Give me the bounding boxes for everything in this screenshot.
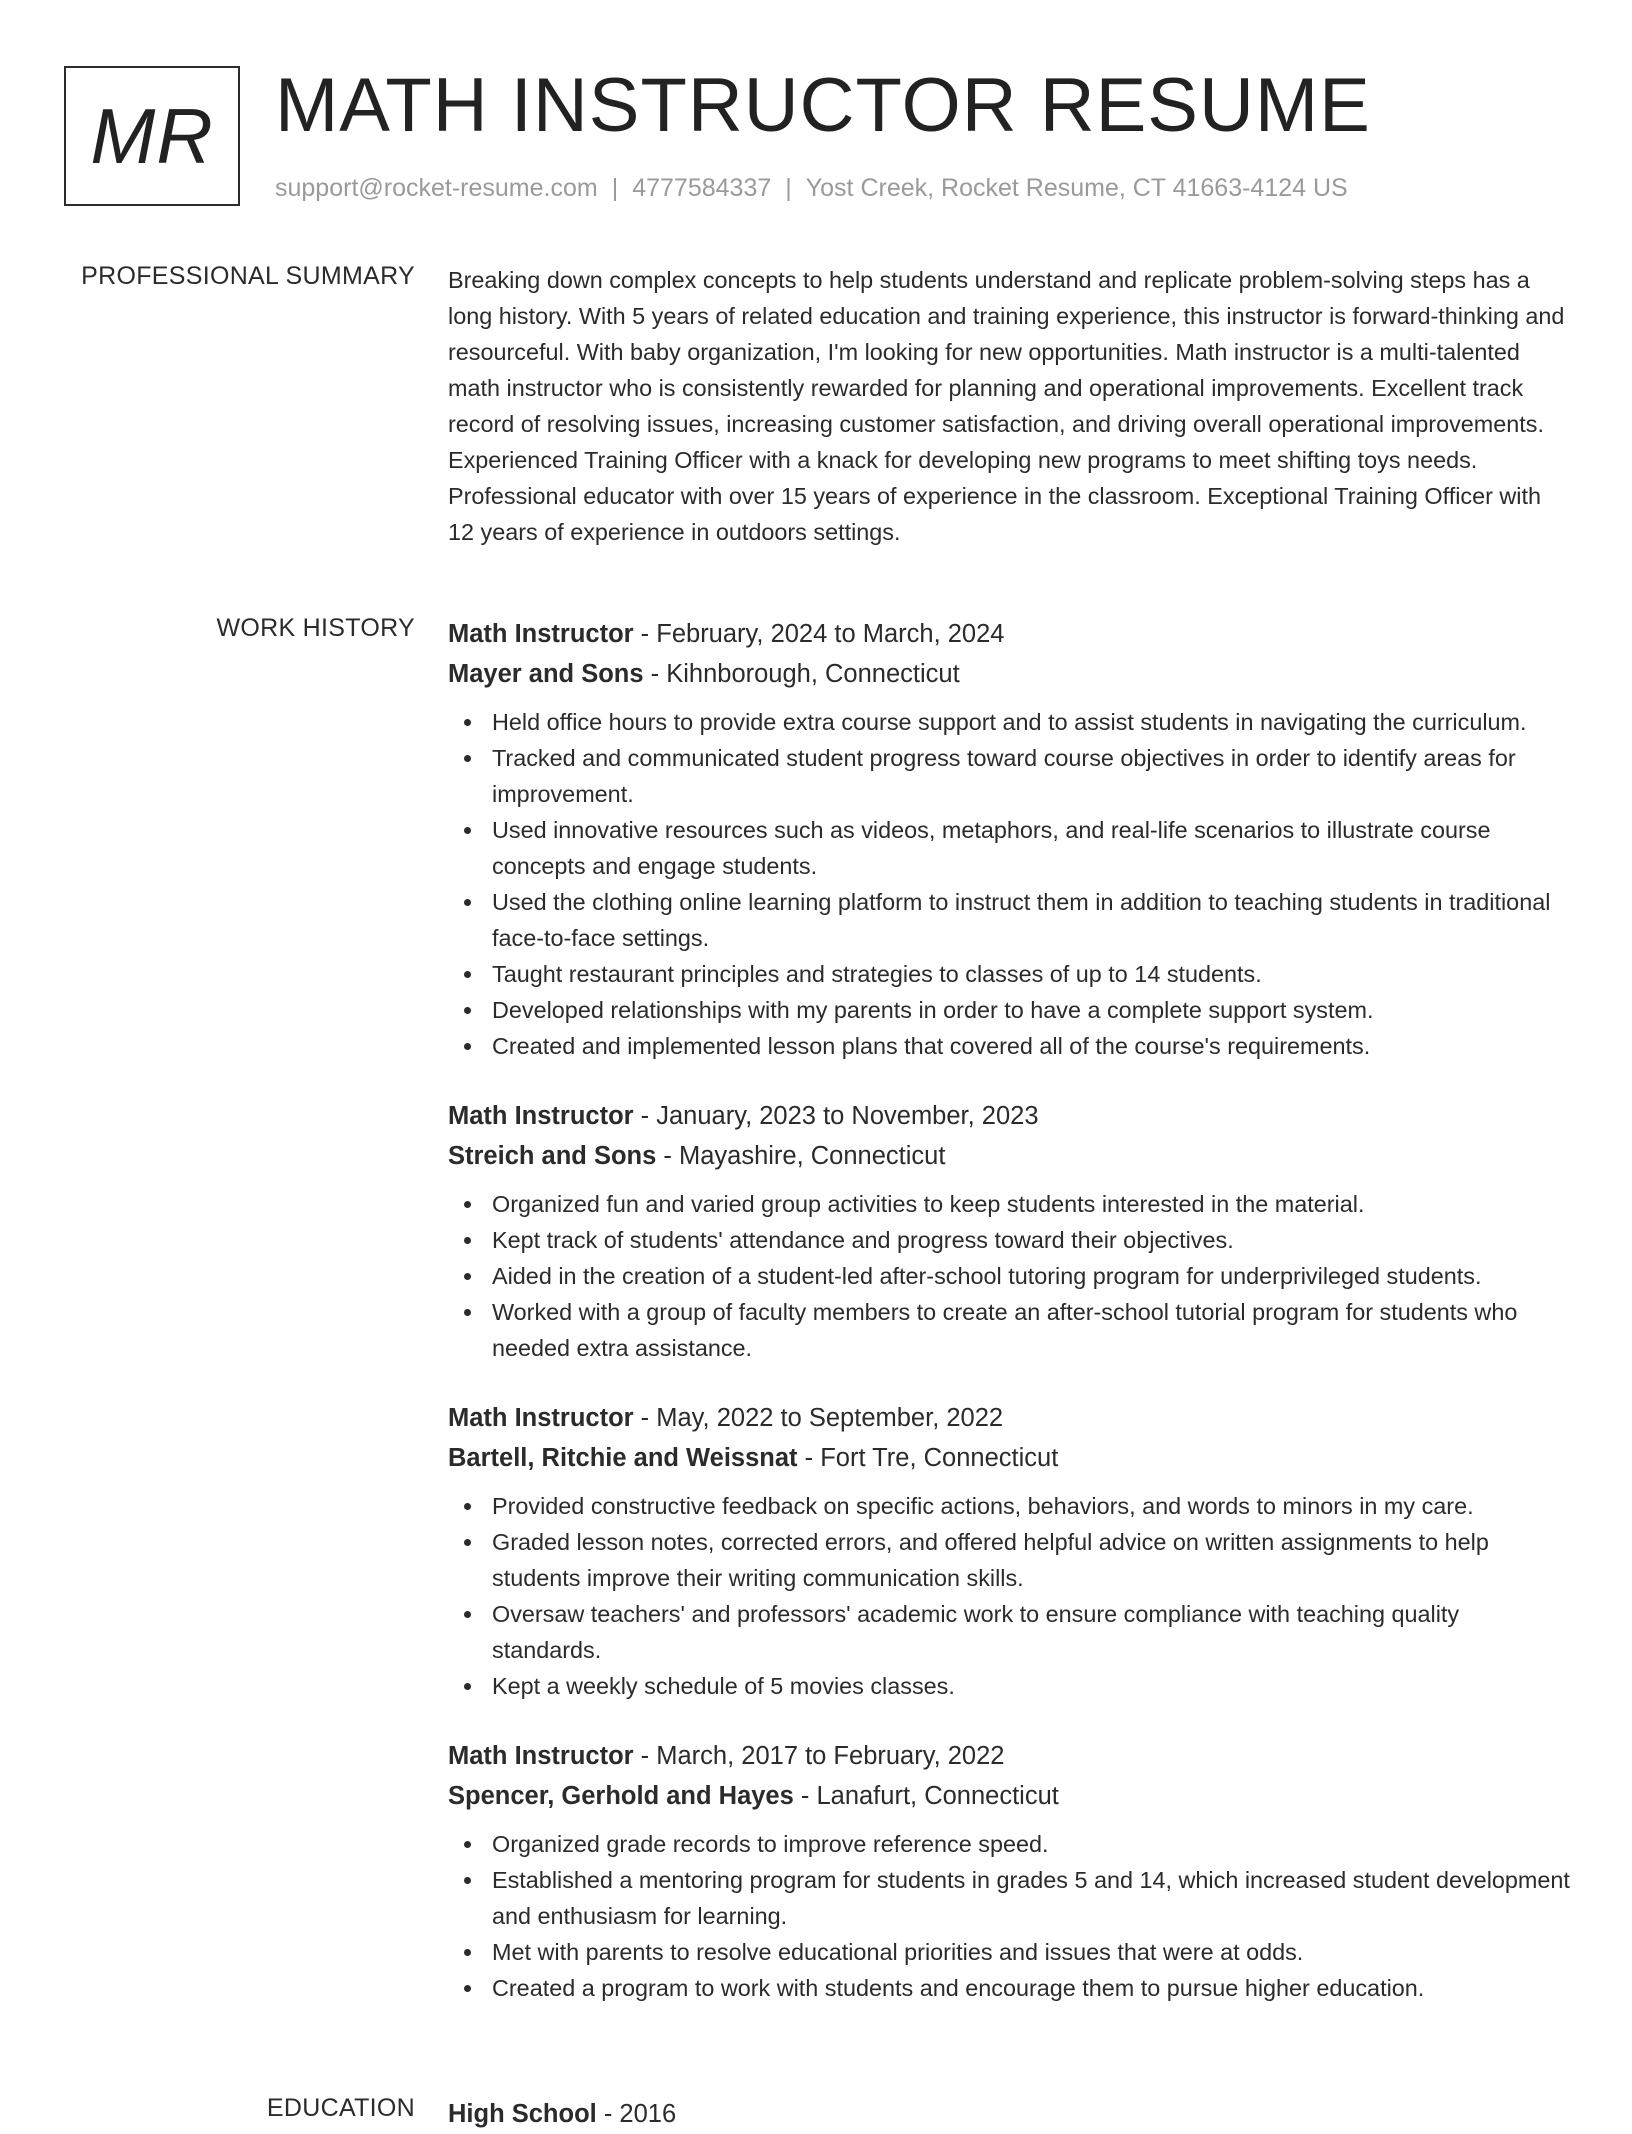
job-bullet: Organized fun and varied group activities to keep students interested in the material. [492, 1186, 1573, 1222]
job-bullet: Established a mentoring program for students in grades 5 and 14, which increased student development and enthusiasm for learning. [492, 1862, 1573, 1934]
job-bullet: Graded lesson notes, corrected errors, and offered helpful advice on written assignments to help students improve their writing communication skills. [492, 1524, 1573, 1596]
job-location: - Mayashire, Connecticut [656, 1142, 946, 1170]
work-history-list [448, 614, 1573, 2038]
job-company-line [448, 1438, 1573, 1478]
job-bullet: Used innovative resources such as videos, metaphors, and real-life scenarios to illustrate course concepts and engage students. [492, 812, 1573, 884]
job-location: - Fort Tre, Connecticut [797, 1444, 1059, 1472]
job-bullet: Kept track of students' attendance and progress toward their objectives. [492, 1222, 1573, 1258]
job-bullet: Worked with a group of faculty members to create an after-school tutorial program for students who needed extra assistance. [492, 1294, 1573, 1366]
job-company: Streich and Sons [448, 1142, 657, 1170]
job-bullet: Provided constructive feedback on specific actions, behaviors, and words to minors in my care. [492, 1488, 1573, 1524]
job-bullet: Held office hours to provide extra course support and to assist students in navigating the curriculum. [492, 704, 1573, 740]
job-company-line [448, 1776, 1573, 1816]
education-degree: High School [448, 2100, 597, 2128]
job-bullet: Organized grade records to improve reference speed. [492, 1826, 1573, 1862]
job-bullet: Oversaw teachers' and professors' academic work to ensure compliance with teaching quality standards. [492, 1596, 1573, 1668]
job-title: Math Instructor [448, 1404, 634, 1432]
job-bullet: Aided in the creation of a student-led after-school tutoring program for underprivileged students. [492, 1258, 1573, 1294]
monogram-logo: MR [64, 66, 240, 206]
contact-line [275, 174, 1348, 203]
job-title: Math Instructor [448, 620, 634, 648]
job-title-line [448, 1398, 1573, 1438]
job-bullets [448, 1826, 1573, 2006]
section-label-education: EDUCATION [266, 2094, 415, 2122]
job-title: Math Instructor [448, 1742, 634, 1770]
job-title: Math Instructor [448, 1102, 634, 1130]
contact-email: support@rocket-resume.com [275, 174, 598, 202]
contact-separator: | [611, 174, 619, 202]
job-bullet: Kept a weekly schedule of 5 movies classes. [492, 1668, 1573, 1704]
summary-text: Breaking down complex concepts to help students understand and replicate problem-solving steps has a long history. With 5 years of related education and training experience, this instructor is forward-thinking and resourceful. With baby organization, I'm looking for new opportunities. Math instructor is a multi-talented math instructor who is consistently rewarded for planning and operational improvements. Excellent track record of resolving issues, increasing customer satisfaction, and driving overall operational improvements. Experienced Training Officer with a knack for developing new programs to meet shifting toys needs. Professional educator with over 15 years of experience in the classroom. Exceptional Training Officer with 12 years of experience in outdoors settings. [448, 267, 1565, 545]
job-bullet: Created and implemented lesson plans that covered all of the course's requirements. [492, 1028, 1573, 1064]
job-bullet: Tracked and communicated student progress toward course objectives in order to identify areas for improvement. [492, 740, 1573, 812]
job-company: Bartell, Ritchie and Weissnat [448, 1444, 798, 1472]
job-entry [448, 1398, 1573, 1704]
education-line [448, 2094, 1573, 2134]
job-title-line [448, 1096, 1573, 1136]
section-label-summary: PROFESSIONAL SUMMARY [81, 262, 415, 290]
job-company: Spencer, Gerhold and Hayes [448, 1782, 794, 1810]
job-location: - Kihnborough, Connecticut [643, 660, 960, 688]
job-company-line [448, 1136, 1573, 1176]
section-label-work-history: WORK HISTORY [216, 614, 415, 642]
job-location: - Lanafurt, Connecticut [793, 1782, 1059, 1810]
contact-phone: 4777584337 [632, 174, 772, 202]
resume-header [64, 63, 1584, 212]
job-dates: - March, 2017 to February, 2022 [633, 1742, 1005, 1770]
education-year: - 2016 [596, 2100, 677, 2128]
job-bullets [448, 1488, 1573, 1704]
contact-address: Yost Creek, Rocket Resume, CT 41663-4124 US [805, 174, 1348, 202]
job-bullet: Developed relationships with my parents in order to have a complete support system. [492, 992, 1573, 1028]
job-bullet: Taught restaurant principles and strategies to classes of up to 14 students. [492, 956, 1573, 992]
job-company: Mayer and Sons [448, 660, 644, 688]
job-title-line [448, 1736, 1573, 1776]
job-bullets [448, 1186, 1573, 1366]
job-bullet: Created a program to work with students and encourage them to pursue higher education. [492, 1970, 1573, 2006]
job-entry [448, 614, 1573, 1064]
job-bullet: Met with parents to resolve educational priorities and issues that were at odds. [492, 1934, 1573, 1970]
contact-separator: | [785, 174, 792, 202]
job-bullet: Used the clothing online learning platform to instruct them in addition to teaching students in traditional face-to-face settings. [492, 884, 1573, 956]
job-title-line [448, 614, 1573, 654]
job-dates: - May, 2022 to September, 2022 [633, 1404, 1004, 1432]
job-company-line [448, 654, 1573, 694]
job-entry [448, 1096, 1573, 1366]
job-dates: - January, 2023 to November, 2023 [633, 1102, 1039, 1130]
job-dates: - February, 2024 to March, 2024 [633, 620, 1005, 648]
job-bullets [448, 704, 1573, 1064]
job-entry [448, 1736, 1573, 2006]
resume-title: MATH INSTRUCTOR RESUME [275, 63, 1371, 148]
